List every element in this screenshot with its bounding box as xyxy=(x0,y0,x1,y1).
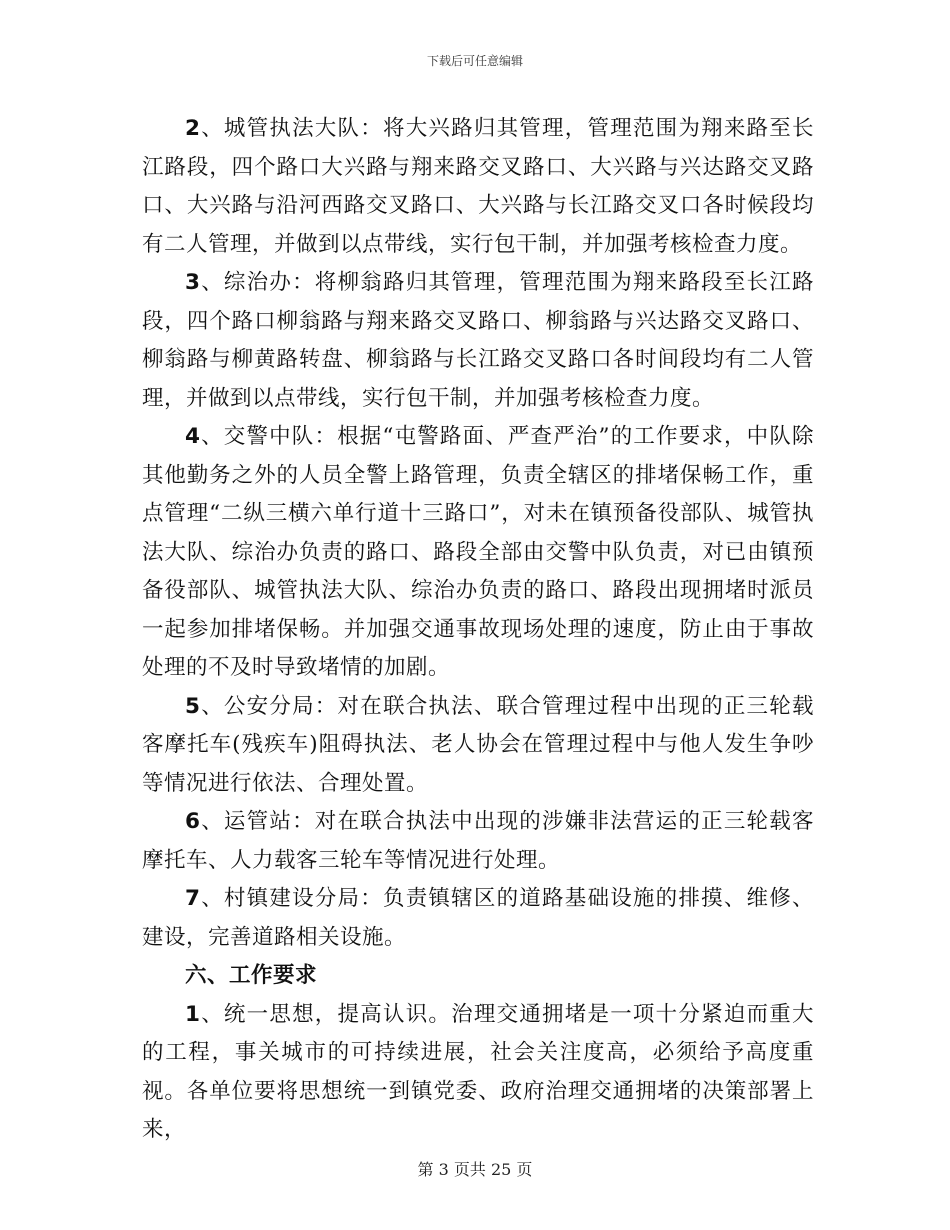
paragraph-text: 、村镇建设分局：负责镇辖区的道路基础设施的排摸、维修、建设，完善道路相关设施。 xyxy=(142,886,814,950)
paragraph-duty-4 xyxy=(142,418,814,688)
item-number: 1 xyxy=(185,1001,201,1027)
paragraph-duty-6 xyxy=(142,803,814,880)
paragraph-text: 、城管执法大队：将大兴路归其管理，管理范围为翔来路至长江路段，四个路口大兴路与翔来路交叉路口、大兴路与兴达路交叉路口、大兴路与沿河西路交叉路口、大兴路与长江路交叉口各时候段均有二人管理，并做到以点带线，实行包干制，并加强考核检查力度。 xyxy=(142,116,814,257)
item-number: 3 xyxy=(185,270,201,295)
item-number: 2 xyxy=(185,116,201,141)
paragraph-text: 、运管站：对在联合执法中出现的涉嫌非法营运的正三轮载客摩托车、人力载客三轮车等情况进行处理。 xyxy=(142,809,814,873)
paragraph-duty-3 xyxy=(142,264,814,418)
paragraph-duty-5 xyxy=(142,688,814,804)
paragraph-text: 、公安分局：对在联合执法、联合管理过程中出现的正三轮载客摩托车(残疾车)阻碍执法、老人协会在管理过程中与他人发生争吵等情况进行依法、合理处置。 xyxy=(142,693,814,796)
item-number: 4 xyxy=(185,424,201,449)
paragraph-text: 、交警中队：根据“屯警路面、严查严治”的工作要求，中队除其他勤务之外的人员全警上路管理，负责全辖区的排堵保畅工作，重点管理“二纵三横六单行道十三路口”，对未在镇预备役部队、城管执法大队、综治办负责的路口、路段全部由交警中队负责，对已由镇预备役部队、城管执法大队、综治办负责的路口、路段出现拥堵时派员一起参加排堵保畅。并加强交通事故现场处理的速度，防止由于事故处理的不及时导致堵情的加剧。 xyxy=(142,424,814,680)
section-heading: 六、工作要求 xyxy=(185,963,318,988)
paragraph-text: 、统一思想，提高认识。治理交通拥堵是一项十分紧迫而重大的工程，事关城市的可持续进展，社会关注度高，必须给予高度重视。各单位要将思想统一到镇党委、政府治理交通拥堵的决策部署上来， xyxy=(142,1001,814,1142)
page-footer: 第 3 页共 25 页 xyxy=(417,1160,533,1179)
paragraph-duty-2 xyxy=(142,110,814,264)
paragraph-text: 、综治办：将柳翁路归其管理，管理范围为翔来路段至长江路段，四个路口柳翁路与翔来路交叉路口、柳翁路与兴达路交叉路口、柳翁路与柳黄路转盘、柳翁路与长江路交叉路口各时间段均有二人管理，并做到以点带线，实行包干制，并加强考核检查力度。 xyxy=(142,270,814,411)
document-body xyxy=(142,110,814,1150)
paragraph-duty-7 xyxy=(142,880,814,957)
paragraph-requirement-1 xyxy=(142,996,814,1150)
page-header: 下载后可任意编辑 xyxy=(426,54,523,68)
item-number: 7 xyxy=(185,886,201,911)
item-number: 6 xyxy=(185,809,201,834)
item-number: 5 xyxy=(185,693,201,719)
